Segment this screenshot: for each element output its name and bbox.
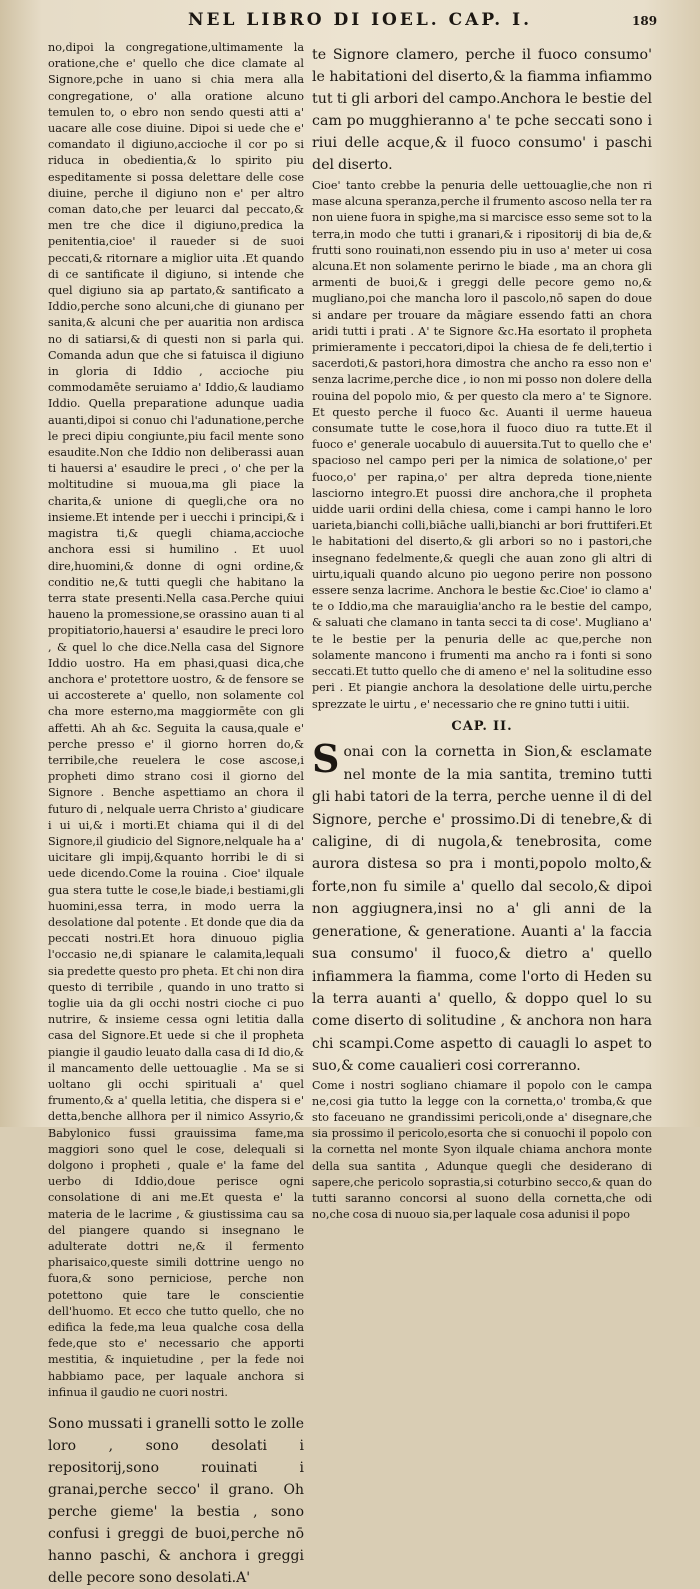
commentary-text-2: Come i nostri sogliano chiamare il popolo con le campa ne,cosi gia tutto la legge con la cornetta,o' tromba,& que sto faceuano ne grandissimi pericoli,onde a' disegnare,che sia prossimo il pericolo,esorta che si conuochi il popolo con la cornetta nel monte Syon ilquale chiama anchora monte della sua santita , Adunque quegli che desiderano di sapere,che pericolo soprastia,si coturbino secco,& quan do tutti saranno concorsi al suono della cornetta,che odi no,che cosa di nuouo sia,per laquale cosa adunisi il popo bbox=[312, 1078, 652, 1222]
folio-number: 189 bbox=[632, 14, 658, 28]
scripture-text-main bbox=[312, 736, 652, 1077]
right-column bbox=[312, 44, 652, 1223]
running-title: NEL LIBRO DI IOEL. CAP. I. bbox=[188, 10, 533, 30]
scripture-text-top: te Signore clamero, perche il fuoco consumo' le habitationi del diserto,& la fiamma infiammo tut ti gli arbori del campo.Anchora le bestie del cam po mugghieranno a' te pche seccati sono i riui delle acque,& il fuoco consumo' i paschi del diserto. bbox=[312, 47, 652, 173]
commentary-text-1: Cioe' tanto crebbe la penuria delle uettouaglie,che non ri mase alcuna speranza,perche il frumento ascoso nella ter ra non uiene fuora in spighe,ma si marcisce esso seme sot to la terra,in modo che tutti i granari,& i ripositorij di bia de,& frutti sono rouinati,non essendo piu in uso a' meter ui cosa alcuna.Et non solamente perirno le biade , ma an chora gli armenti de buoi,& i greggi delle pecore gemo no,& mugliano,poi che mancha loro il pascolo,nō sapen do doue si andare per trouare da māgiare essendo fatti an chora aridi tutti i prati . A' te Signore &c.Ha esortato il propheta primieramente i peccatori,dipoi la chiesa de fe deli,tertio i sacerdoti,& pastori,hora dimostra che ancho ra esso non e' senza lacrime,perche dice , io non mi posso non dolere della rouina del popolo mio, & per questo cla mero a' te Signore. Et questo perche il fuoco &c. Auanti il uerme haueua consumate tutte le cose,hora il fuoco diuo ra tutte.Et il fuoco e' generale uocabulo di auuersita.Tut to quello che e' spacioso nel campo peri per la nimica de solatione,o' per fuoco,o' per rapina,o' per altra depreda tione,niente lasciorno integro.Et puossi dire anchora,che il propheta uidde uarii ordini della chiesa, come i campi hanno le loro uarieta,bianchi colli,biāche ualli,bianchi ar bori fruttiferi.Et le habitationi del diserto,& gli arbori so no i pastori,che insegnano fedelmente,& quegli che auan zono gli altri di uirtu,iquali quando alcuno pio uegono perire non possono essere senza lacrime. Anchora le bestie &c.Cioe' io clamo a' te o Iddio,ma che marauiglia'ancho ra le bestie del campo, & saluati che clamano in tanta secci ta di cose'. Mugliano a' te le bestie per la penuria delle ac que,perche non solamente mancono i frumenti ma ancho ra i fonti si sono seccati.Et tutto quello che di ameno e' nel la solitudine esso peri . Et piangie anchora la desolatione delle uirtu,perche sprezzate le uirtu , e' necessario che re gnino tutti i uitii. bbox=[312, 179, 652, 711]
commentary-text: no,dipoi la congregatione,ultimamente la oratione,che e' quello che dice clamate al Signore,pche in uano si chia mera alla congregatione, o' alla oratione alcuno temulen to, o ebro non sendo questi atti a' uacare alle cose diuine. Dipoi si uede che e' comandato il digiuno,accioche il cor po si riduca in obedientia,& lo spirito piu espeditamente si possa delettare delle cose diuine, perche il digiuno non e' per altro coman dato,che per leuarci dal peccato,& men tre che dice il digiuno,predica la penitentia,cioe' il raueder si de suoi peccati,& ritornare a miglior uita .Et quando di ce santificate il digiuno, si intende che quel digiuno sia ap partato,& santificato a Iddio,perche sono alcuni,che di giunano per sanita,& alcuni che per auaritia non ardisca no di satiarsi,& di questi non si parla qui. Comanda adun que che si fatuisca il digiuno in gloria di Iddio , accioche piu commodamēte seruiamo a' Iddio,& laudiamo Iddio. Quella preparatione adunque uadia auanti,dipoi si conuo chi l'adunatione,perche le preci dipiu congiunte,piu facil mente sono esaudite.Non che Iddio non deliberassi auan ti hauersi a' esaudire le preci , o' che per la moltitudine si muoua,ma gli piace la charita,& unione di quegli,che ora no insieme.Et intende per i uecchi i principi,& i magistra ti,& quegli chiama,accioche anchora essi si humilino . Et uuol dire,huomini,& donne di ogni ordine,& conditio ne,& tutti quegli che habitano la terra state presenti.Nella casa.Perche quiui haueno la promessione,se orassino auan ti al propitiatorio,hauersi a' esaudire le preci loro , & quel lo che dice.Nella casa del Signore Iddio uostro. Ha em phasi,quasi dica,che anchora e' protettore uostro, & de fensore se ui accosterete a' quello, non solamente col cha more esterno,ma maggiormēte con gli affetti. Ah ah &c. Seguita la causa,quale e' perche presso e' il giorno horren do,& terribile,che reuelera le cose ascose,i propheti dimo strano cosi il giorno del Signore . Benche aspettiamo an chora il futuro di , nelquale uerra Christo a' giudicare i ui ui,& i morti.Et chiama qui il di del Signore,il giudicio del Signore,nelquale ha a' uicitare gli impij,&quanto horribi le di si uede dicendo.Come la rouina . Cioe' ilquale gua stera tutte le cose,le biade,i bestiami,gli huomini,essa terra, in modo uerra la desolatione dal potente . Et donde que dia da peccati nostri.Et hora dinuouo piglia l'occasio ne,di spianare le calamita,lequali sia predette questo pro pheta. Et chi non dira questo di terribile , quando in uno tratto si toglie uia da gli occhi nostri cioche ci puo nutrire, & insieme cessa ogni letitia dalla casa del Signore.Et uede si che il propheta piangie il gaudio leuato dalla casa di Id dio,& il mancamento delle uettouaglie . Ma se si uoltano gli occhi spirituali a' quel frumento,& a' quella letitia, che dispera si e' detta,benche allhora per il nimico Assyrio,& Babylonico fussi grauissima fame,ma maggiori sono quel le cose, delequali si dolgono i propheti , quale e' la fame del uerbo di Iddio,doue perisce ogni consolatione di ani me.Et questa e' la materia de le lacrime , & giustissima cau sa del piangere quando si insegnano le adulterate dottri ne,& il fermento pharisaico,queste simili dottrine uengo no fuora,& sono perniciose, perche non potettono quie tare le conscientie dell'huomo. Et ecco che tutto quello, che no edifica la fede,ma leua qualche cosa della fede,que sto e' necessario che apporti mestitia, & inquietudine , per la fede noi habbiamo pace, per laquale anchora si infinua il gaudio ne cuori nostri. bbox=[48, 41, 304, 1399]
scripture-text: Sono mussati i granelli sotto le zolle loro , sono desolati i repositorij,sono rouinati i granai,perche secco' il grano. Oh perche gieme' la bestia , sono confusi i greggi de buoi,perche nō hanno paschi, & anchora i greggi delle pecore sono desolati.A' bbox=[48, 1416, 304, 1587]
left-column bbox=[48, 40, 304, 1589]
page-header bbox=[0, 6, 700, 36]
scripture-main-body: onai con la cornetta in Sion,& esclamate nel monte de la mia santita, tremino tutti gli habi tatori de la terra, perche uenne il di del Signore, perche e' prossimo.Di di tenebre,& di caligine, di di nugola,& tenebrosita, come aurora distesa so pra i monti,popolo molto,& forte,non fu simile a' quello dal secolo,& dipoi non aggiugnera,insi no a' gli anni de la generatione, & generatione. Auanti a' la faccia sua consumo' il fuoco,& dietro a' quello infiammera la fiamma, come l'orto di Heden su la terra auanti a' quello, & doppo quel lo su come diserto di solitudine , & anchora non hara chi scampi.Come aspetto di cauagli lo aspet to suo,& come caualieri cosi correranno. bbox=[312, 744, 652, 1075]
drop-cap: S bbox=[312, 736, 340, 782]
chapter-heading: CAP. II. bbox=[451, 718, 513, 734]
